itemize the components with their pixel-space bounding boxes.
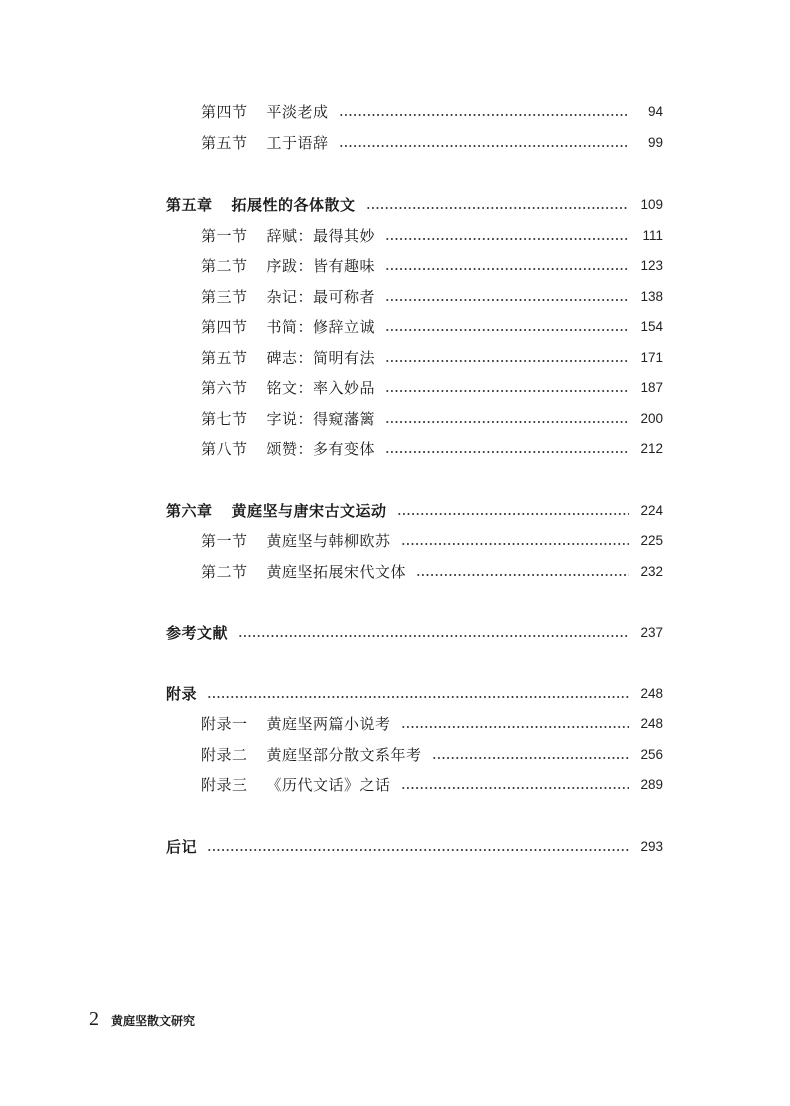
toc-title: 铭文：率入妙品 (266, 379, 376, 397)
folio-page-number: 2 (89, 1008, 99, 1030)
dot-leader (207, 835, 629, 859)
toc-section-label: 第五节 (201, 134, 248, 152)
dot-leader (432, 743, 629, 767)
toc-page-number: 256 (640, 747, 663, 762)
toc-entry (201, 407, 663, 431)
toc-entry (201, 529, 663, 553)
page-footer (89, 1008, 195, 1031)
dot-leader (385, 224, 629, 248)
dot-leader (339, 100, 629, 124)
toc-section-label: 第二节 (201, 563, 248, 581)
toc-entry (201, 437, 663, 461)
dot-leader (385, 254, 629, 278)
toc-page-number: 248 (640, 686, 663, 701)
toc-page-number: 289 (640, 777, 663, 792)
toc-title: 辞赋：最得其妙 (266, 227, 376, 245)
toc-page-number: 109 (640, 197, 663, 212)
toc-entry (201, 346, 663, 370)
toc-entry (201, 712, 663, 736)
toc-title: 平淡老成 (266, 103, 329, 121)
toc-title: 黄庭坚与韩柳欧苏 (266, 532, 391, 550)
toc-page-number: 293 (640, 839, 663, 854)
toc-chapter-title: 黄庭坚与唐宋古文运动 (231, 502, 387, 520)
toc-entry (201, 773, 663, 797)
toc-chapter (166, 682, 663, 706)
toc-entry (201, 224, 663, 248)
dot-leader (401, 529, 629, 553)
dot-leader (385, 346, 629, 370)
toc-page-number: 225 (640, 533, 663, 548)
dot-leader (385, 437, 629, 461)
toc-chapter (166, 499, 663, 523)
dot-leader (401, 712, 629, 736)
toc-chapter-label: 第六章 (166, 502, 213, 520)
toc-page-number: 212 (640, 441, 663, 456)
toc-page-number: 154 (640, 319, 663, 334)
toc-title: 《历代文话》之话 (266, 776, 391, 794)
toc-entry (201, 743, 663, 767)
toc-page-number: 237 (640, 625, 663, 640)
toc-chapter-label: 第五章 (166, 196, 213, 214)
toc-chapter (166, 621, 663, 645)
toc-section-label: 附录二 (201, 746, 248, 764)
dot-leader (339, 131, 629, 155)
toc-title: 颂赞：多有变体 (266, 440, 376, 458)
dot-leader (207, 682, 629, 706)
dot-leader (385, 285, 629, 309)
toc-page-number: 123 (640, 258, 663, 273)
toc-section-label: 附录三 (201, 776, 248, 794)
toc-section-label: 第四节 (201, 318, 248, 336)
toc-entry (201, 285, 663, 309)
toc-title: 黄庭坚部分散文系年考 (266, 746, 422, 764)
dot-leader (401, 773, 629, 797)
toc-section-label: 第二节 (201, 257, 248, 275)
toc-chapter-title: 附录 (166, 685, 198, 703)
toc-section-label: 附录一 (201, 715, 248, 733)
toc-section-label: 第六节 (201, 379, 248, 397)
toc-page-number: 171 (640, 350, 663, 365)
toc-entry (201, 560, 663, 584)
toc-page-number: 99 (647, 135, 663, 150)
toc-entry (201, 376, 663, 400)
dot-leader (366, 193, 629, 217)
toc-title: 黄庭坚两篇小说考 (266, 715, 391, 733)
toc-section-label: 第八节 (201, 440, 248, 458)
toc-entry (201, 131, 663, 155)
dot-leader (238, 621, 629, 645)
toc-title: 黄庭坚拓展宋代文体 (266, 563, 407, 581)
toc-page-number: 138 (640, 289, 663, 304)
toc-section-label: 第七节 (201, 410, 248, 428)
toc-section-label: 第四节 (201, 103, 248, 121)
toc-section-label: 第一节 (201, 532, 248, 550)
toc-entry (201, 315, 663, 339)
toc-page-number: 232 (640, 564, 663, 579)
toc-page-number: 94 (647, 104, 663, 119)
toc-section-label: 第三节 (201, 288, 248, 306)
toc-chapter-title: 拓展性的各体散文 (231, 196, 356, 214)
dot-leader (397, 499, 629, 523)
toc-page-number: 248 (640, 716, 663, 731)
toc-section-label: 第五节 (201, 349, 248, 367)
toc-page-number: 111 (642, 228, 663, 243)
toc-chapter-title: 后记 (166, 838, 198, 856)
dot-leader (385, 376, 629, 400)
toc-chapter (166, 193, 663, 217)
toc-title: 碑志：简明有法 (266, 349, 376, 367)
toc-title: 杂记：最可称者 (266, 288, 376, 306)
dot-leader (416, 560, 629, 584)
dot-leader (385, 315, 629, 339)
toc-page-number: 200 (640, 411, 663, 426)
toc-page-number: 224 (640, 503, 663, 518)
toc-chapter-title: 参考文献 (166, 624, 229, 642)
running-book-title: 黄庭坚散文研究 (111, 1014, 196, 1028)
toc-entry (201, 100, 663, 124)
toc-chapter (166, 835, 663, 859)
toc-title: 序跋：皆有趣味 (266, 257, 376, 275)
toc-page-number: 187 (640, 380, 663, 395)
toc-title: 书简：修辞立诚 (266, 318, 376, 336)
toc-title: 字说：得窥藩篱 (266, 410, 376, 428)
toc-section-label: 第一节 (201, 227, 248, 245)
toc-title: 工于语辞 (266, 134, 329, 152)
dot-leader (385, 407, 629, 431)
toc-entry (201, 254, 663, 278)
